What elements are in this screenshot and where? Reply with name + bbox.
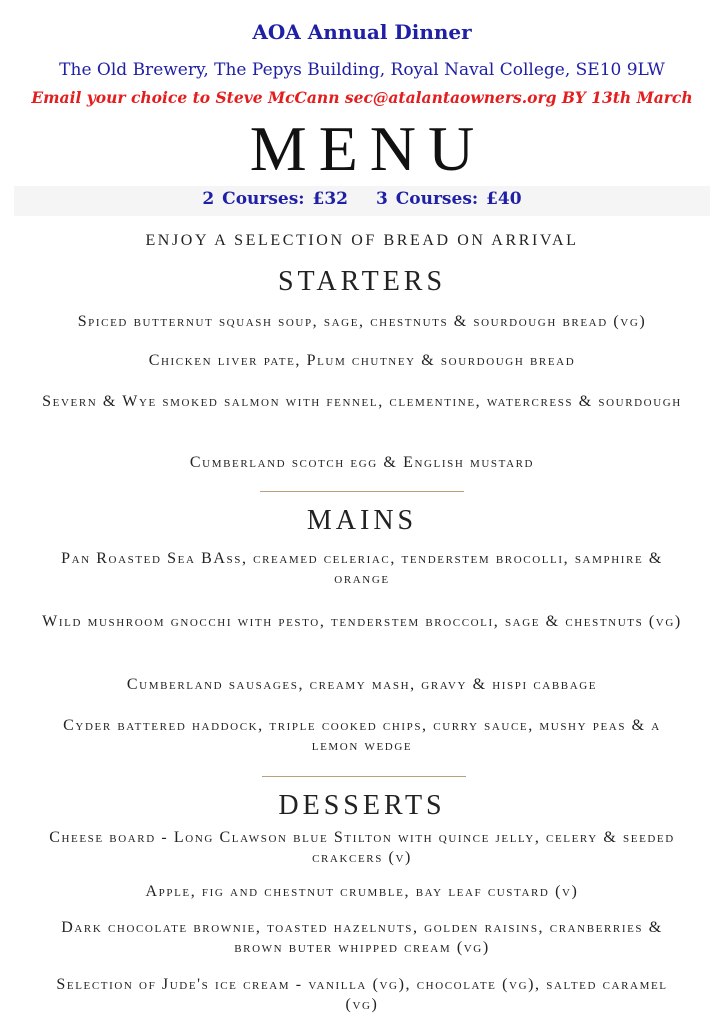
starter-item: Chicken liver pate, Plum chutney & sourdough bread — [148, 352, 576, 369]
dessert-item: Selection of Jude's ice cream - vanilla (vg), chocolate (vg), salted caramel (vg) — [56, 976, 668, 1013]
main-item: Pan Roasted Sea BAss, creamed celeriac, tenderstem brocolli, samphire & orange — [61, 550, 663, 587]
two-course-price: 2 Courses: £32 — [202, 189, 348, 209]
main-item: Wild mushroom gnocchi with pesto, tenderstem broccoli, sage & chestnuts (vg) — [42, 613, 682, 630]
event-title: AOA Annual Dinner — [252, 20, 472, 44]
section-divider — [260, 491, 464, 492]
main-item: Cumberland sausages, creamy mash, gravy & hispi cabbage — [126, 676, 598, 693]
price-line — [0, 189, 724, 209]
section-divider — [262, 776, 466, 777]
dessert-item: Cheese board - Long Clawson blue Stilton with quince jelly, celery & seeded crakcers (v) — [49, 829, 675, 866]
dessert-item: Apple, fig and chestnut crumble, bay leaf custard (v) — [145, 883, 579, 900]
three-course-price: 3 Courses: £40 — [376, 189, 522, 209]
starters-heading: STARTERS — [277, 266, 447, 297]
desserts-heading: DESSERTS — [278, 790, 446, 821]
menu-heading: MENU — [249, 113, 487, 184]
mains-heading: MAINS — [306, 505, 418, 536]
starter-item: Spiced butternut squash soup, sage, chestnuts & sourdough bread (vg) — [77, 313, 647, 330]
bread-note: ENJOY A SELECTION OF BREAD ON ARRIVAL — [145, 232, 579, 249]
dessert-item: Dark chocolate brownie, toasted hazelnuts, golden raisins, cranberries & brown buter whipped cream (vg) — [61, 919, 663, 956]
email-instruction: Email your choice to Steve McCann sec@atalantaowners.org BY 13th March — [31, 88, 693, 107]
starter-item: Severn & Wye smoked salmon with fennel, clementine, watercress & sourdough — [42, 393, 682, 410]
main-item: Cyder battered haddock, triple cooked chips, curry sauce, mushy peas & a lemon wedge — [63, 717, 661, 754]
starter-item: Cumberland scotch egg & English mustard — [189, 454, 535, 471]
venue-address: The Old Brewery, The Pepys Building, Royal Naval College, SE10 9LW — [59, 60, 665, 80]
